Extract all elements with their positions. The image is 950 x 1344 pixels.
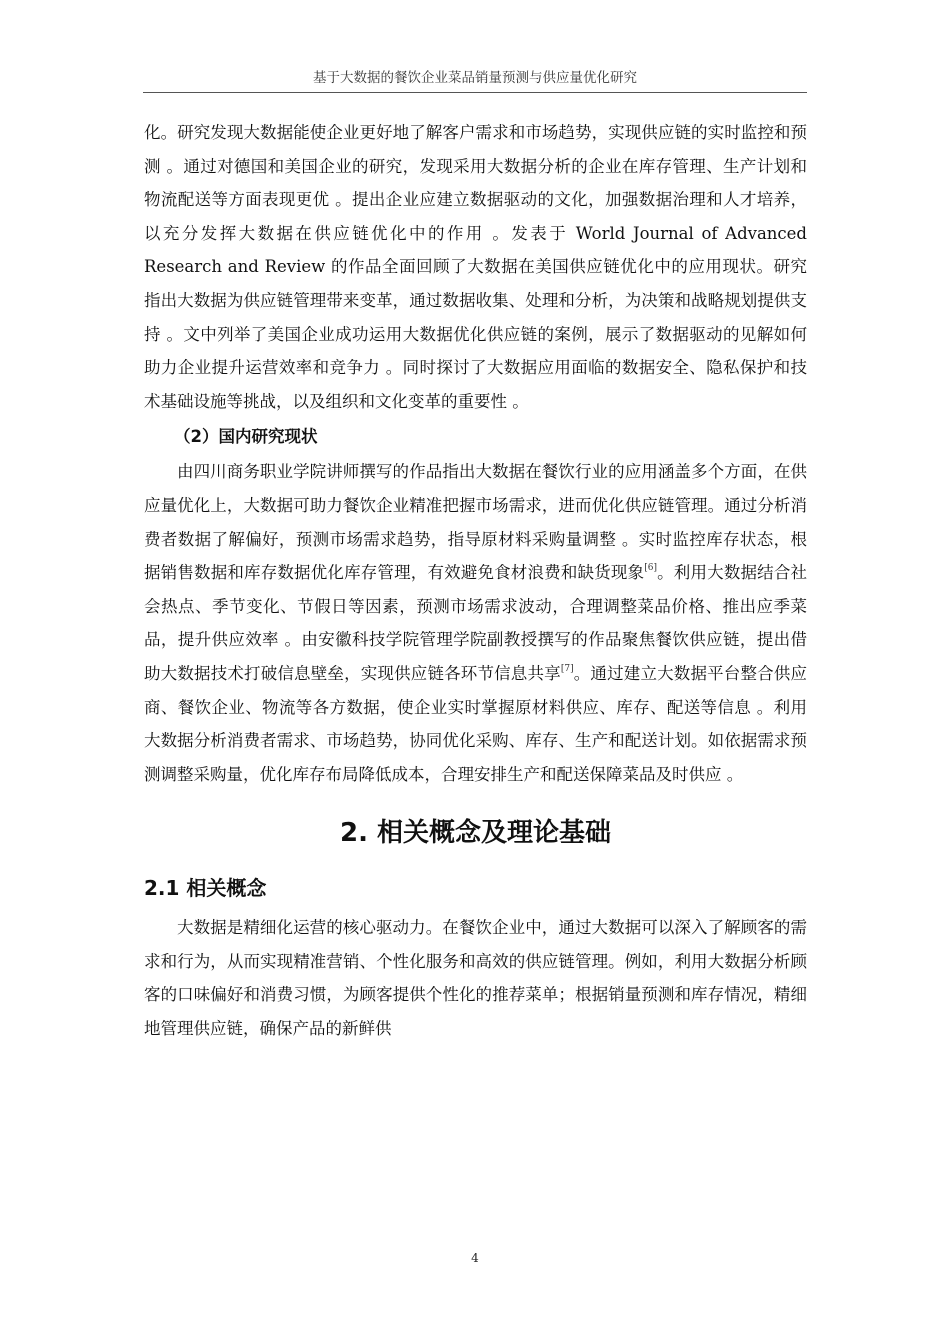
page-number: 4 — [471, 1251, 479, 1265]
chapter-title: 2. 相关概念及理论基础 — [339, 818, 612, 849]
paragraph-concepts: 大数据是精细化运营的核心驱动力。在餐饮企业中，通过大数据可以深入了解顾客的需求和行为，从而实现精准营销、个性化服务和高效的供应链管理。例如，利用大数据分析顾客的口味偏好和消费习惯，为顾客提供个性化的推荐菜单；根据销量预测和库存情况，精细地管理供应链，确保产品的新鲜供 — [144, 918, 807, 1039]
paragraph-text: 。利用大数据结合社会热点、季节变化、节假日等因素，预测市场需求波动，合理调整菜品价格、推出应季菜品，提升供应效率 。由安徽科技学院管理学院副教授撰写的作品聚焦餐饮供应链，提出借助大数据技术打破信息壁垒，实现供应链各环节信息共享 — [144, 563, 808, 683]
section-title: 2.1 相关概念 — [144, 876, 267, 901]
paragraph-text: 。通过建立大数据平台整合供应商、餐饮企业、物流等各方数据，使企业实时掌握原材料供应、库存、配送等信息 。利用大数据分析消费者需求、市场趋势，协同优化采购、库存、生产和配送计划。如依据需求预测调整采购量，优化库存布局降低成本，合理安排生产和配送保障菜品及时供应 。 — [144, 663, 808, 784]
page-body — [144, 116, 807, 1046]
subheading-domestic-research: （2）国内研究现状 — [174, 427, 318, 447]
paragraph-text: 由四川商务职业学院讲师撰写的作品指出大数据在餐饮行业的应用涵盖多个方面，在供应量优化上，大数据可助力餐饮企业精准把握市场需求，进而优化供应链管理。通过分析消费者数据了解偏好，预测市场需求趋势，指导原材料采购量调整 。实时监控库存状态，根据销售数据和库存数据优化库存管理，有效避免食材浪费和缺货现象 — [144, 462, 807, 583]
citation-7[interactable]: [7] — [560, 663, 574, 674]
paragraph-foreign-research: 化。研究发现大数据能使企业更好地了解客户需求和市场趋势，实现供应链的实时监控和预测 。通过对德国和美国企业的研究，发现采用大数据分析的企业在库存管理、生产计划和物流配送等方面表现更优 。提出企业应建立数据驱动的文化，加强数据治理和人才培养，以充分发挥大数据在供应链优化中的作用 。发表于 World Journal of Advanced Research and Review 的作品全面回顾了大数据在美国供应链优化中的应用现状。研究指出大数据为供应链管理带来变革，通过数据收集、处理和分析，为决策和战略规划提供支持 。文中列举了美国企业成功运用大数据优化供应链的案例，展示了数据驱动的见解如何助力企业提升运营效率和竞争力 。同时探讨了大数据应用面临的数据安全、隐私保护和技术基础设施等挑战，以及组织和文化变革的重要性 。 — [144, 123, 807, 411]
header-divider — [143, 92, 807, 93]
running-header: 基于大数据的餐饮企业菜品销量预测与供应量优化研究 — [313, 70, 637, 86]
citation-6[interactable]: [6] — [644, 563, 657, 574]
paragraph-domestic-research — [144, 455, 807, 791]
